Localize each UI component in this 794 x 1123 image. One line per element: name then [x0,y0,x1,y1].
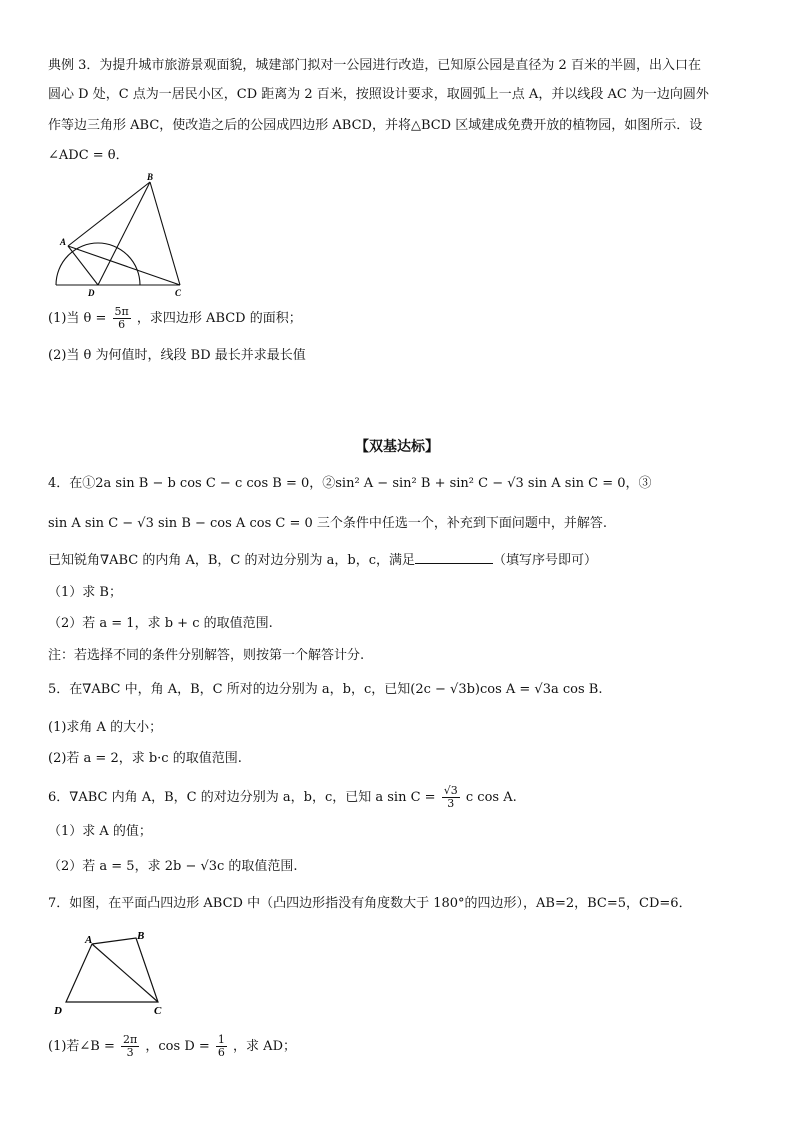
p7-question1: (1)若∠B = $\frac{2\pi}{3}$ ，cos D = $\frac{1}{6}$ ，求 AD； [48,1033,296,1059]
fig2-label-c: C [154,1005,162,1017]
fraction-sqrt3-3: $\frac{√3}{3}$ [443,784,458,810]
answer-blank[interactable] [415,551,493,564]
p4-note: 注：若选择不同的条件分别解答，则按第一个解答计分. [48,648,365,663]
fig1-label-a: A [60,237,67,247]
fig2-label-b: B [137,930,145,942]
p4-question1: （1）求 B； [48,585,122,600]
ex3-line4: ∠ADC = θ． [48,148,129,163]
p4-line1: 4．在①2a sin B − b cos C − c cos B = 0，②sin² A − sin² B + sin² C − √3 sin A sin C = 0，③ [48,476,652,491]
p5-question1: (1)求角 A 的大小； [48,720,163,735]
section-title: 【双基达标】 [355,439,439,455]
p4-line3: 已知锐角∇ABC 的内角 A，B，C 的对边分别为 a，b，c，满足 （填写序号即可） [48,553,597,568]
ex3-line3: 作等边三角形 ABC，使改造之后的公园成四边形 ABCD，并将△BCD 区域建成免费开放的植物园，如图所示．设 [48,118,703,133]
p4-question2: （2）若 a = 1，求 b + c 的取值范围. [48,616,273,631]
ex3-question1: (1)当 θ = $\frac{5\pi}{6}$ ，求四边形 ABCD 的面积； [48,305,302,331]
figure-semicircle-triangle [48,172,198,297]
ex3-line1: 典例 3．为提升城市旅游景观面貌，城建部门拟对一公园进行改造，已知原公园是直径为 2 百米的半圆，出入口在 [48,58,701,73]
fraction-5pi-6: $\frac{5\pi}{6}$ [114,305,129,331]
p4-line2: sin A sin C − √3 sin B − cos A cos C = 0 三个条件中任选一个，补充到下面问题中，并解答. [48,516,608,531]
p6-question1: （1）求 A 的值； [48,824,152,839]
p7-line1: 7．如图，在平面凸四边形 ABCD 中（凸四边形指没有角度数大于 180°的四边形），AB=2，BC=5，CD=6． [48,896,692,911]
fig1-label-d: D [88,288,95,297]
fig1-label-b: B [147,172,154,182]
fig2-label-d: D [54,1005,62,1017]
p5-line1: 5．在∇ABC 中，角 A，B，C 所对的边分别为 a，b，c，已知(2c − √3b)cos A = √3a cos B. [48,682,603,697]
fraction-2pi-3: $\frac{2\pi}{3}$ [123,1033,138,1059]
ex3-question2: (2)当 θ 为何值时，线段 BD 最长并求最长值 [48,348,306,363]
p6-line1: 6．∇ABC 内角 A，B，C 的对边分别为 a，b，c，已知 a sin C = $\frac{√3}{3}$ c cos A. [48,784,517,810]
p5-question2: (2)若 a = 2，求 b·c 的取值范围. [48,751,242,766]
fig1-label-c: C [175,288,182,297]
fig2-label-a: A [85,934,93,946]
ex3-line2: 圆心 D 处，C 点为一居民小区，CD 距离为 2 百米，按照设计要求，取圆弧上一点 A，并以线段 AC 为一边向圆外 [48,87,709,102]
p6-question2: （2）若 a = 5，求 2b − √3c 的取值范围. [48,859,298,874]
figure-quadrilateral [48,924,178,1020]
fraction-1-6: $\frac{1}{6}$ [217,1033,225,1059]
